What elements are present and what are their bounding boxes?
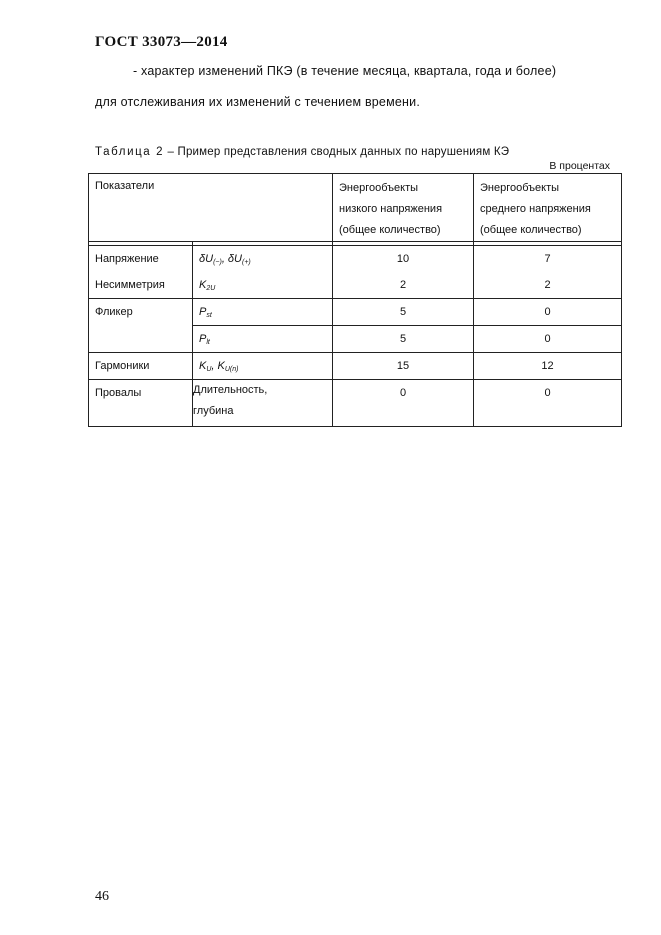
symbol-voltage-deviation: $\delta U_{(-)}$, $\delta U_{(+)}$ xyxy=(199,253,251,266)
dips-desc-line1: Длительность, xyxy=(193,384,268,396)
header-low-line3: (общее количество) xyxy=(339,224,441,236)
table-caption-text: – Пример представления сводных данных по нарушениям КЭ xyxy=(164,146,510,158)
row-name-flicker-label: Фликер xyxy=(95,306,133,318)
symbol-unbalance: $K_{2U}$ xyxy=(199,279,216,292)
page-number: 46 xyxy=(95,889,109,904)
row-mid-values xyxy=(474,246,622,299)
header-low-line2: низкого напряжения xyxy=(339,203,443,215)
value-plt-mid: 0 xyxy=(474,326,622,353)
value-dips-mid: 0 xyxy=(474,380,622,427)
paragraph-line-2: для отслеживания их изменений с течением времени. xyxy=(95,95,420,109)
symbol-plt: $P_{lt}$ xyxy=(199,333,210,346)
table-row xyxy=(89,353,622,380)
row-name-harmonics-label: Гармоники xyxy=(95,360,150,372)
value-voltage-low: 10 xyxy=(396,253,410,265)
table-caption-prefix: Таблица 2 xyxy=(95,146,165,158)
document-code: ГОСТ 33073—2014 xyxy=(95,34,228,50)
row-name-dips-label: Провалы xyxy=(95,387,142,399)
row-name-voltage: Напряжение xyxy=(95,253,159,265)
symbol-pst-cell xyxy=(193,299,333,326)
dips-desc-line2: глубина xyxy=(193,405,234,417)
header-mid-line2: среднего напряжения xyxy=(480,203,591,215)
header-mid-line1: Энергообъекты xyxy=(480,182,560,194)
value-voltage-mid: 7 xyxy=(544,253,551,265)
table-row xyxy=(89,299,622,326)
value-harmonics-low: 15 xyxy=(333,353,474,380)
row-low-values xyxy=(333,246,474,299)
table-header-row xyxy=(89,174,622,242)
value-dips-low: 0 xyxy=(333,380,474,427)
value-unbalance-low: 2 xyxy=(399,279,407,291)
header-low-voltage xyxy=(333,174,474,242)
summary-table xyxy=(88,173,622,427)
row-name-dips xyxy=(89,380,193,427)
table-row xyxy=(89,380,622,427)
symbol-pst: $P_{st}$ xyxy=(199,306,212,319)
symbol-harmonics: $K_U$, $K_{U(n)}$ xyxy=(199,360,239,373)
header-indicators xyxy=(89,174,333,242)
table-units: В процентах xyxy=(549,160,610,172)
value-pst-mid: 0 xyxy=(474,299,622,326)
symbol-harmonics-cell xyxy=(193,353,333,380)
value-unbalance-mid: 2 xyxy=(544,279,551,291)
table-row xyxy=(89,246,622,299)
row-symbol-cell xyxy=(193,246,333,299)
value-plt-low: 5 xyxy=(333,326,474,353)
value-harmonics-mid: 12 xyxy=(474,353,622,380)
header-mid-line3: (общее количество) xyxy=(480,224,582,236)
header-low-line1: Энергообъекты xyxy=(339,182,419,194)
paragraph-line-1: - характер изменений ПКЭ (в течение месяца, квартала, года и более) xyxy=(133,64,557,78)
header-medium-voltage xyxy=(474,174,622,242)
row-name-flicker xyxy=(89,299,193,353)
value-pst-low: 5 xyxy=(333,299,474,326)
row-name-cell xyxy=(89,246,193,299)
row-name-harmonics xyxy=(89,353,193,380)
row-name-unbalance: Несимметрия xyxy=(95,279,165,291)
symbol-plt-cell xyxy=(193,326,333,353)
header-indicators-label: Показатели xyxy=(95,180,155,192)
row-desc-dips xyxy=(193,380,333,427)
table-caption xyxy=(95,146,509,158)
